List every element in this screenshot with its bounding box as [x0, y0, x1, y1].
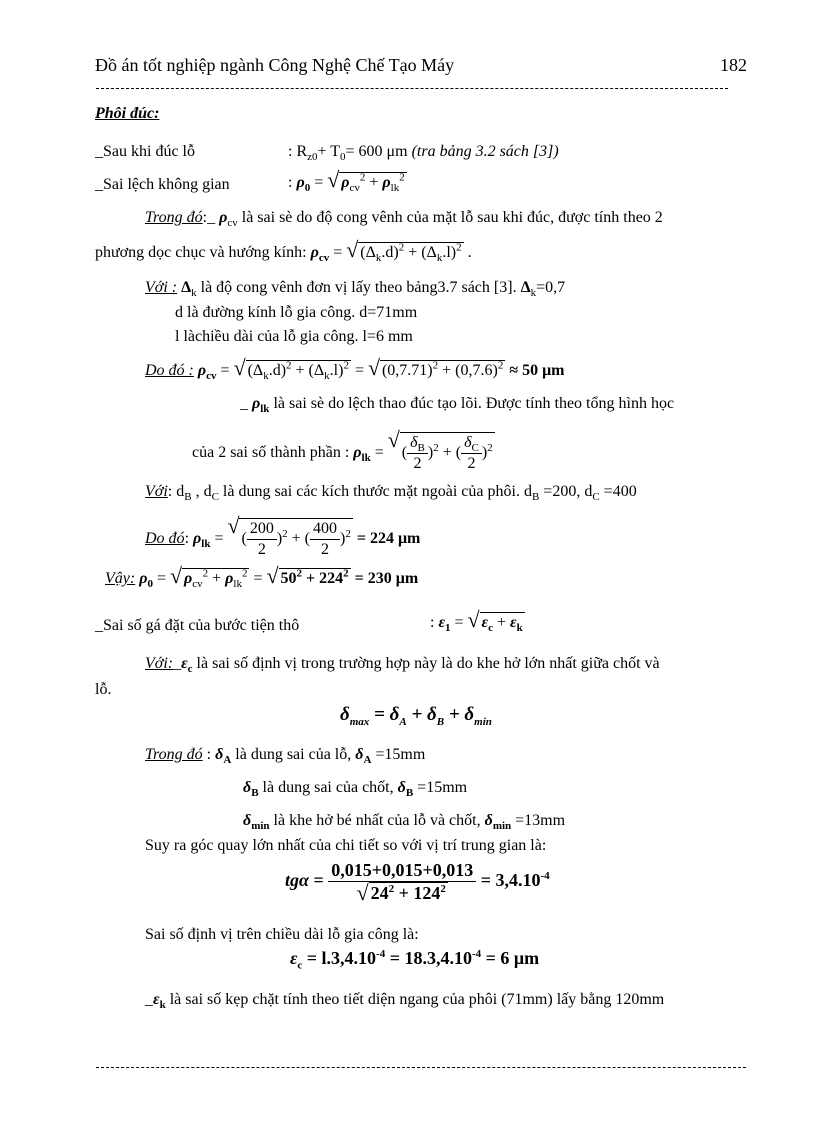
line-sau-khi-duc-value: : $R_{z0}+ T_0= 600$ μm (tra bảng 3.2 sách [3]): [288, 143, 559, 164]
page-number: 182: [720, 55, 747, 75]
line-lo: lỗ.: [95, 681, 112, 698]
footer-divider: [96, 1067, 746, 1068]
line-trong-do-2: Trong đó : $\delta_A$ là dung sai của lỗ, $\delta_A =15mm$: [145, 746, 426, 767]
line-sai-lech-label: _Sai lệch không gian: [95, 176, 230, 193]
formula-tg-alpha: tgα = 0,015+0,015+0,013 √ $24^2 + 124^2$ = $3,4.10^{-4}$: [285, 860, 550, 904]
header-divider: [96, 88, 728, 89]
formula-delta-max: $\delta_{max} = \delta_A + \delta_B + \delta_{min}$: [340, 704, 492, 728]
formula-rho-lk: của 2 sai số thành phần : $\rho_{lk}$ = √ ( $\frac{\delta_B}{2}$ )$^2$ + ( $\frac{\delta_C}{2}$ )$^2$: [192, 432, 495, 474]
formula-rho-lk-value: Do đó: $\rho_{lk}$ = √ ( $\frac{200}{2}$ )$^2$ + ( $\frac{400}{2}$ )$^2$ = 224 μm: [145, 518, 420, 560]
line-delta-min: $\delta_{min}$ là khe hở bé nhất của lỗ và chốt, $\delta_{min} =13mm$: [243, 812, 566, 833]
line-rho-lk: _ $\rho_{lk}$ là sai sè do lệch thao đúc tạo lõi. Được tính theo tổng hình học: [240, 395, 675, 416]
line-trong-do-1: Trong đó:_ $\rho_{cv}$ là sai sè do độ cong vênh của mặt lỗ sau khi đúc, được tính theo 2: [145, 209, 663, 230]
line-voi-2: Với: $d_B$ , $d_C$ là dung sai các kích thước mặt ngoài của phôi. $d_B =200$, $d_C =400$: [145, 483, 637, 504]
formula-rho0: : $\rho_0$ = √ $\rho_{cv}^2 + \rho_{lk}^2$: [288, 172, 407, 193]
line-phuong-doc: phương dọc chục và hướng kính: $\rho_{cv}$ = √ $(\Delta_k.d)^2 + (\Delta_k.l)^2$ .: [95, 242, 472, 263]
line-delta-b: $\delta_B$ là dung sai của chốt, $\delta_B =15mm$: [243, 779, 468, 800]
line-voi-1: Với : $\Delta_k$ là độ cong vênh đơn vị lấy theo bảng3.7 sách [3]. $\Delta_k=0,7$: [145, 279, 566, 300]
line-d-duong-kinh: d là đường kính lỗ gia công. d=71mm: [175, 304, 418, 321]
line-epsilon-k: $\_\varepsilon_k$ là sai số kẹp chặt tính theo tiết diện ngang của phôi (71mm) lấy bằng 120mm: [145, 991, 665, 1012]
page-header-title: Đồ án tốt nghiệp ngành Công Nghệ Chế Tạo Máy: [95, 55, 455, 75]
line-l-chieu-dai: l làchiều dài của lỗ gia công. l=6 mm: [175, 328, 413, 345]
line-sau-khi-duc-label: _Sau khi đúc lỗ: [95, 143, 195, 160]
formula-vay: Vậy: $\rho_0$ = √ $\rho_{cv}^2 + \rho_{lk}^2$ = √ $50^2 + 224^2 = 230$ μm: [105, 568, 418, 589]
formula-epsilon1: : $\varepsilon_1$ = √ $\varepsilon_c + \varepsilon_k$: [430, 612, 525, 633]
line-voi-3: $Với:\_\varepsilon_c$ là sai số định vị trong trường hợp này là do khe hở lớn nhất giữa chốt và: [145, 655, 660, 676]
line-suy-ra: Suy ra góc quay lớn nhất của chi tiết so với vị trí trung gian là:: [145, 837, 547, 854]
formula-epsilon-c: $\varepsilon_c = l.3,4.10^{-4} = 18.3,4.10^{-4} = 6$ μm: [290, 948, 540, 972]
section-title: Phôi đúc:: [95, 105, 160, 122]
formula-rho-cv: Do đó : $\rho_{cv}$ = √ $(\Delta_k.d)^2 + (\Delta_k.l)^2$ = √ $(0,7.71)^2 + (0,7.6)^2 \approx 50$ μm: [145, 360, 565, 381]
line-sai-so-ga-dat: _Sai số gá đặt của bước tiện thô: [95, 617, 300, 634]
line-sai-so-dinh-vi: Sai số định vị trên chiều dài lỗ gia công là:: [145, 926, 419, 943]
